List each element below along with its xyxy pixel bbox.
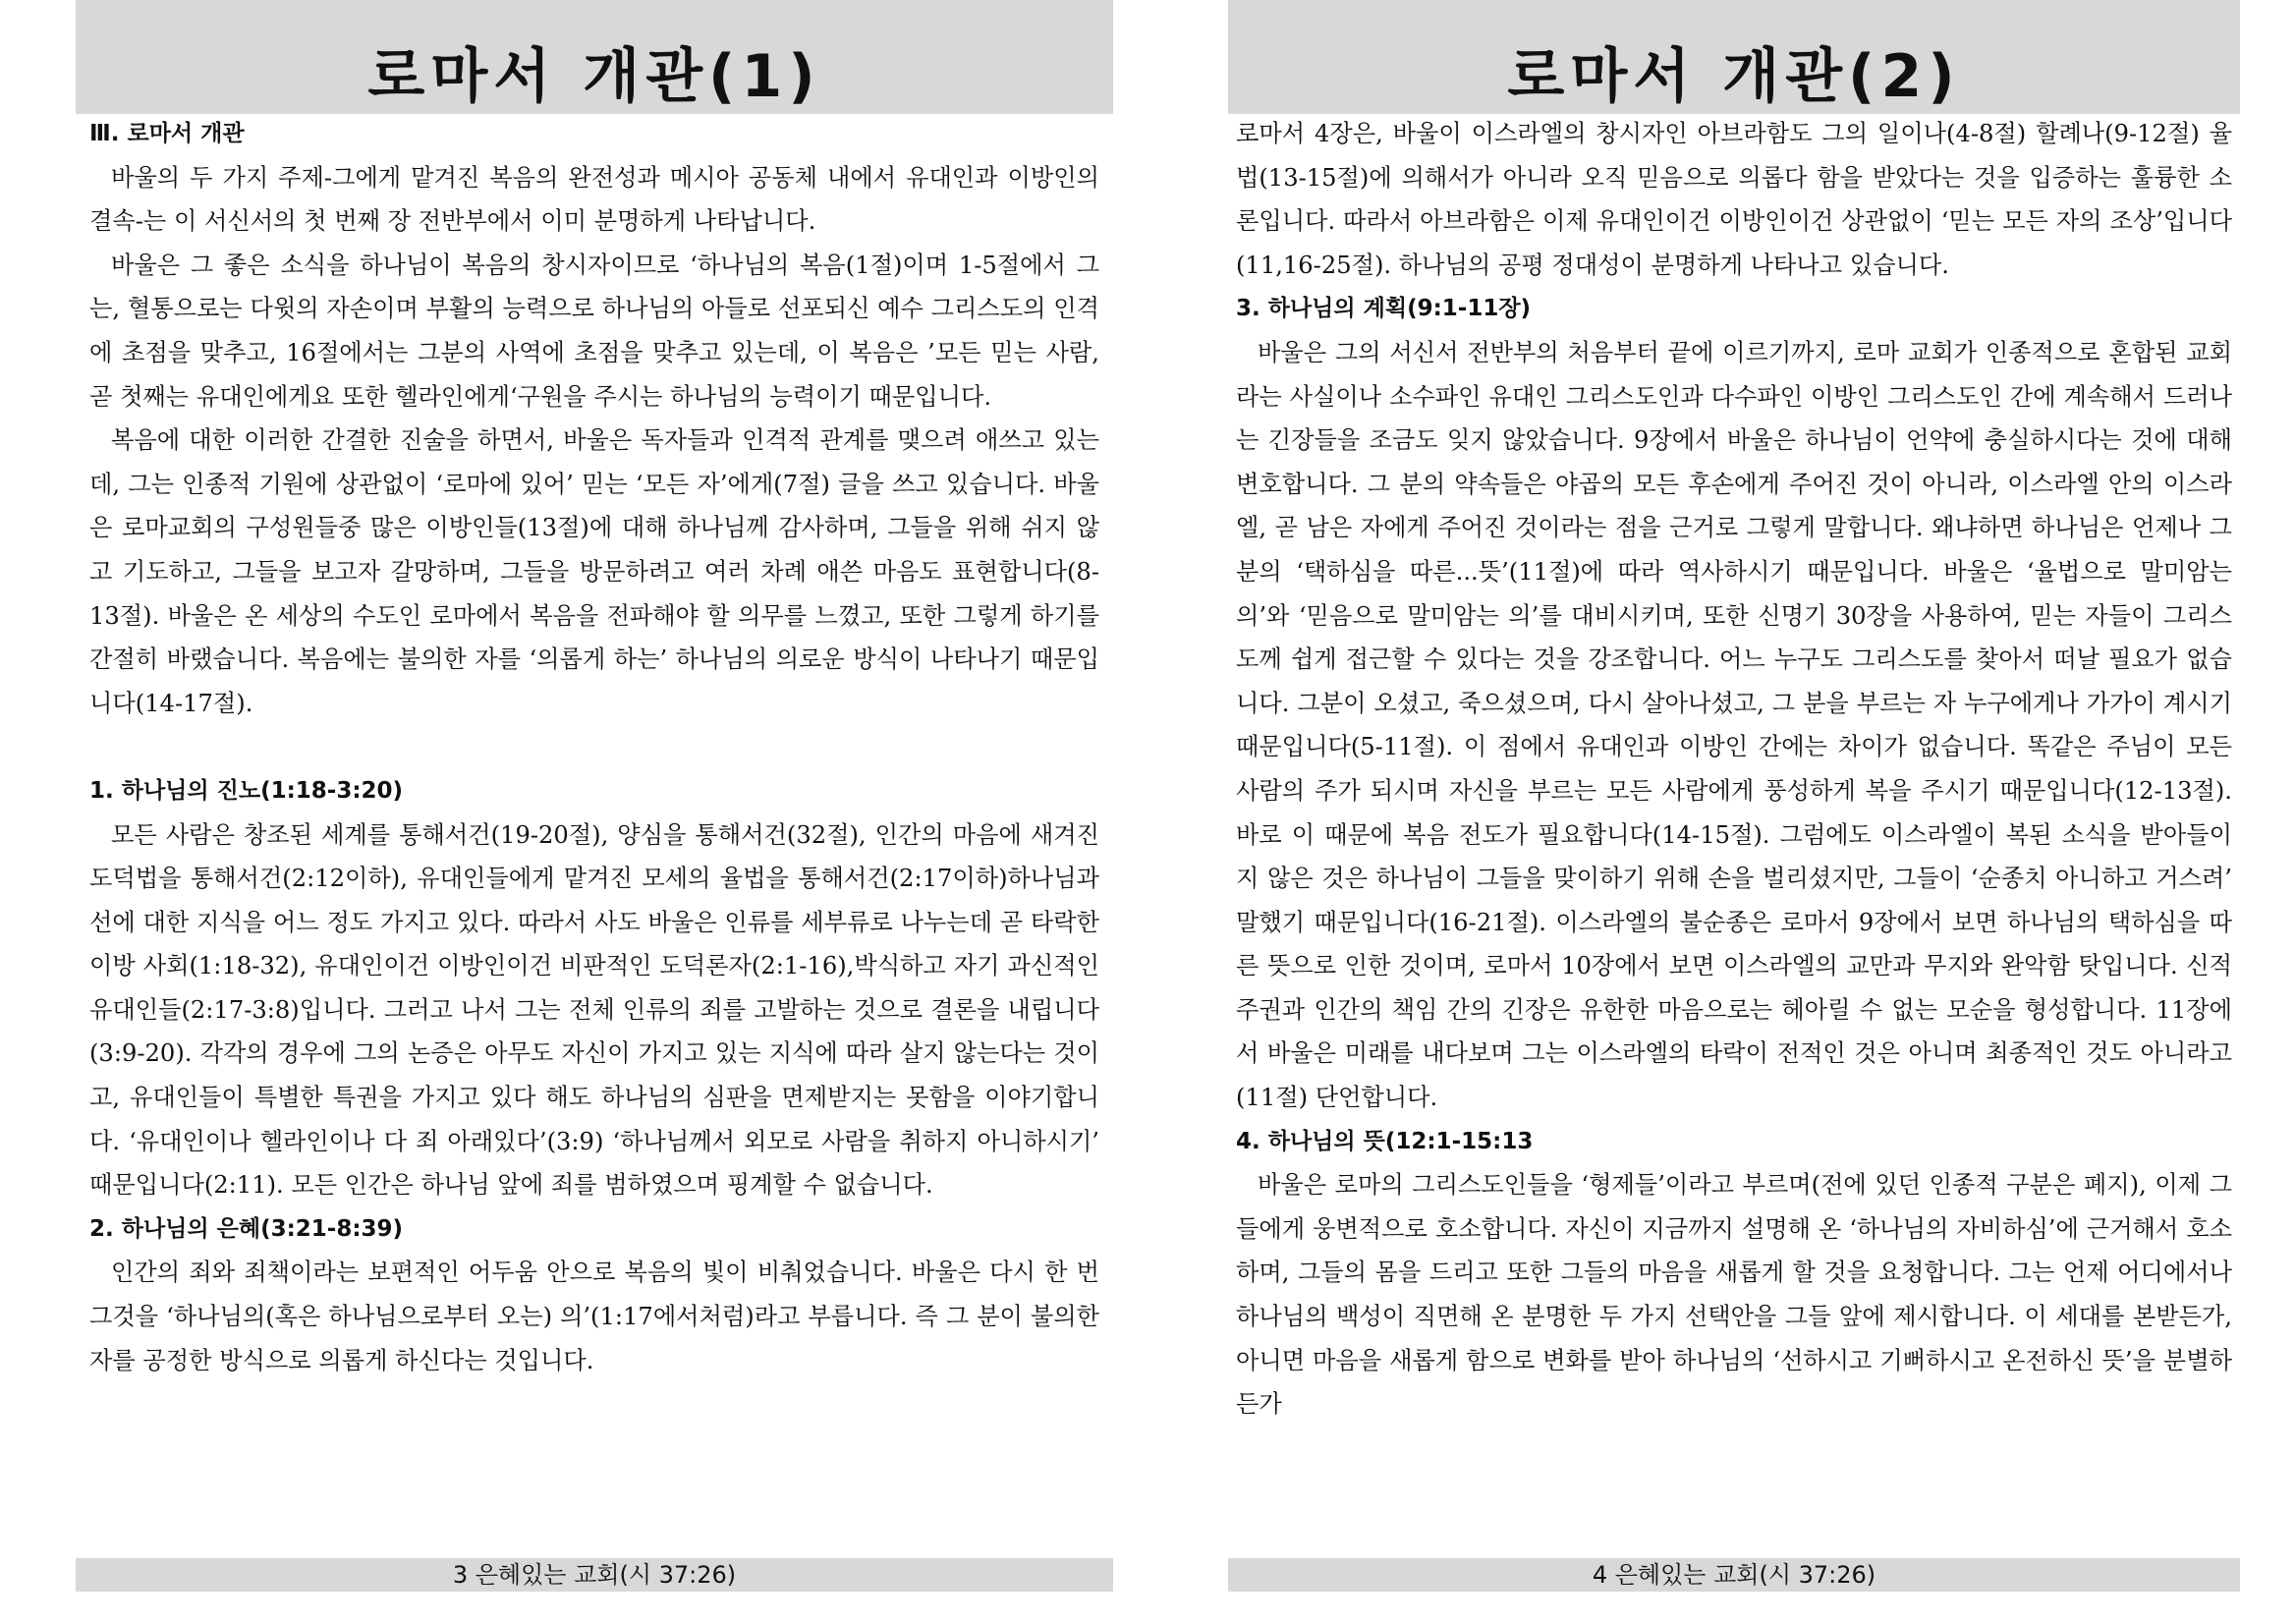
page-title: 로마서 개관(1) bbox=[367, 42, 821, 111]
page-title: 로마서 개관(2) bbox=[1507, 42, 1961, 111]
left-page bbox=[76, 0, 1113, 1624]
spacer bbox=[89, 725, 1099, 769]
section-heading: Ⅲ. 로마서 개관 bbox=[89, 121, 245, 146]
paragraph: 로마서 4장은, 바울이 이스라엘의 창시자인 아브라함도 그의 일이나(4-8절) 할례나(9-12절) 율법(13-15절)에 의해서가 아니라 오직 믿음으로 의롭다 함을 받았다는 것을 입증하는 훌륭한 소론입니다. 따라서 아브라함은 이제 유대인이건 이방인이건 상관없이 ‘믿는 모든 자의 조상’입니다(11,16-25절). 하나님의 공평 정대성이 분명하게 나타나고 있습니다. bbox=[1236, 120, 2232, 279]
page-footer: 4 은혜있는 교회(시 37:26) bbox=[1228, 1558, 2240, 1592]
paragraph: 바울은 그의 서신서 전반부의 처음부터 끝에 이르기까지, 로마 교회가 인종적으로 혼합된 교회라는 사실이나 소수파인 유대인 그리스도인과 다수파인 이방인 그리스도인 간에 계속해서 드러나는 긴장들을 조금도 잊지 않았습니다. 9장에서 바울은 하나님이 언약에 충실하시다는 것에 대해 변호합니다. 그 분의 약속들은 야곱의 모든 후손에게 주어진 것이 아니라, 이스라엘 안의 이스라엘, 곧 남은 자에게 주어진 것이라는 점을 근거로 그렇게 말합니다. 왜냐하면 하나님은 언제나 그분의 ‘택하심을 따른...뜻’(11절)에 따라 역사하시기 때문입니다. 바울은 ‘율법으로 말미암는 의’와 ‘믿음으로 말미암는 의’를 대비시키며, 또한 신명기 30장을 사용하여, 믿는 자들이 그리스도께 쉽게 접근할 수 있다는 것을 강조합니다. 어느 누구도 그리스도를 찾아서 떠날 필요가 없습니다. 그분이 오셨고, 죽으셨으며, 다시 살아나셨고, 그 분을 부르는 자 누구에게나 가가이 계시기 때문입니다(5-11절). 이 점에서 유대인과 이방인 간에는 차이가 없습니다. 똑같은 주님이 모든 사람의 주가 되시며 자신을 부르는 모든 사람에게 풍성하게 복을 주시기 때문입니다(12-13절). 바로 이 때문에 복음 전도가 필요합니다(14-15절). 그럼에도 이스라엘이 복된 소식을 받아들이지 않은 것은 하나님이 그들을 맞이하기 위해 손을 벌리셨지만, 그들이 ‘순종치 아니하고 거스려’ 말했기 때문입니다(16-21절). 이스라엘의 불순종은 로마서 9장에서 보면 하나님의 택하심을 따른 뜻으로 인한 것이며, 로마서 10장에서 보면 이스라엘의 교만과 무지와 완악함 탓입니다. 신적 주권과 인간의 책임 간의 긴장은 유한한 마음으로는 헤아릴 수 없는 모순을 형성합니다. 11장에서 바울은 미래를 내다보며 그는 이스라엘의 타락이 전적인 것은 아니며 최종적인 것도 아니라고(11절) 단언합니다. bbox=[1236, 338, 2232, 1112]
section-heading: 2. 하나님의 은혜(3:21-8:39) bbox=[89, 1215, 404, 1242]
paragraph: 모든 사람은 창조된 세계를 통해서건(19-20절), 양심을 통해서건(32절), 인간의 마음에 새겨진 도덕법을 통해서건(2:12이하), 유대인들에게 맡겨진 모세의 율법을 통해서건(2:17이하)하나님과 선에 대한 지식을 어느 정도 가지고 있다. 따라서 사도 바울은 인류를 세부류로 나누는데 곧 타락한 이방 사회(1:18-32), 유대인이건 이방인이건 비판적인 도덕론자(2:1-16),박식하고 자기 과신적인 유대인들(2:17-3:8)입니다. 그러고 나서 그는 전체 인류의 죄를 고발하는 것으로 결론을 내립니다(3:9-20). 각각의 경우에 그의 논증은 아무도 자신이 가지고 있는 지식에 따라 살지 않는다는 것이고, 유대인들이 특별한 특권을 가지고 있다 해도 하나님의 심판을 면제받지는 못함을 이야기합니다. ‘유대인이나 헬라인이나 다 죄 아래있다’(3:9) ‘하나님께서 외모로 사람을 취하지 아니하시기’ 때문입니다(2:11). 모든 인간은 하나님 앞에 죄를 범하였으며 핑계할 수 없습니다. bbox=[89, 820, 1099, 1200]
paragraph: 복음에 대한 이러한 간결한 진술을 하면서, 바울은 독자들과 인격적 관계를 맺으려 애쓰고 있는데, 그는 인종적 기원에 상관없이 ‘로마에 있어’ 믿는 ‘모든 자’에게(7절) 글을 쓰고 있습니다. 바울은 로마교회의 구성원들중 많은 이방인들(13절)에 대해 하나님께 감사하며, 그들을 위해 쉬지 않고 기도하고, 그들을 보고자 갈망하며, 그들을 방문하려고 여러 차례 애쓴 마음도 표현합니다(8-13절). 바울은 온 세상의 수도인 로마에서 복음을 전파해야 할 의무를 느꼈고, 또한 그렇게 하기를 간절히 바랬습니다. 복음에는 불의한 자를 ‘의롭게 하는’ 하나님의 의로운 방식이 나타나기 때문입니다(14-17절). bbox=[89, 426, 1099, 717]
page-body bbox=[89, 112, 1099, 1382]
section-heading: 4. 하나님의 뜻(12:1-15:13 bbox=[1236, 1128, 1534, 1154]
section-heading: 3. 하나님의 계획(9:1-11장) bbox=[1236, 296, 1532, 322]
paragraph: 바울은 그 좋은 소식을 하나님이 복음의 창시자이므로 ‘하나님의 복음(1절)이며 1-5절에서 그는, 혈통으로는 다윗의 자손이며 부활의 능력으로 하나님의 아들로 선포되신 예수 그리스도의 인격에 초점을 맞추고, 16절에서는 그분의 사역에 초점을 맞추고 있는데, 이 복음은 ’모든 믿는 사람, 곧 첫째는 유대인에게요 또한 헬라인에게‘구원을 주시는 하나님의 능력이기 때문입니다. bbox=[89, 251, 1099, 411]
paragraph: 바울의 두 가지 주제-그에게 맡겨진 복음의 완전성과 메시아 공동체 내에서 유대인과 이방인의 결속-는 이 서신서의 첫 번째 장 전반부에서 이미 분명하게 나타납니다. bbox=[89, 163, 1099, 236]
page-footer: 3 은혜있는 교회(시 37:26) bbox=[76, 1558, 1113, 1592]
paragraph: 인간의 죄와 죄책이라는 보편적인 어두움 안으로 복음의 빛이 비춰었습니다. 바울은 다시 한 번 그것을 ‘하나님의(혹은 하나님으로부터 오는) 의’(1:17에서처럼)라고 부릅니다. 즉 그 분이 불의한 자를 공정한 방식으로 의롭게 하신다는 것입니다. bbox=[89, 1259, 1099, 1374]
paragraph: 바울은 로마의 그리스도인들을 ‘형제들’이라고 부르며(전에 있던 인종적 구분은 폐지), 이제 그들에게 웅변적으로 호소합니다. 자신이 지금까지 설명해 온 ‘하나님의 자비하심’에 근거해서 호소하며, 그들의 몸을 드리고 또한 그들의 마음을 새롭게 할 것을 요청합니다. 그는 언제 어디에서나 하나님의 백성이 직면해 온 분명한 두 가지 선택안을 그들 앞에 제시합니다. 이 세대를 본받든가, 아니면 마음을 새롭게 함으로 변화를 받아 하나님의 ‘선하시고 기뻐하시고 온전하신 뜻’을 분별하든가 bbox=[1236, 1171, 2232, 1419]
section-heading: 1. 하나님의 진노(1:18-3:20) bbox=[89, 777, 404, 804]
page-body bbox=[1236, 112, 2232, 1427]
right-page bbox=[1228, 0, 2240, 1624]
